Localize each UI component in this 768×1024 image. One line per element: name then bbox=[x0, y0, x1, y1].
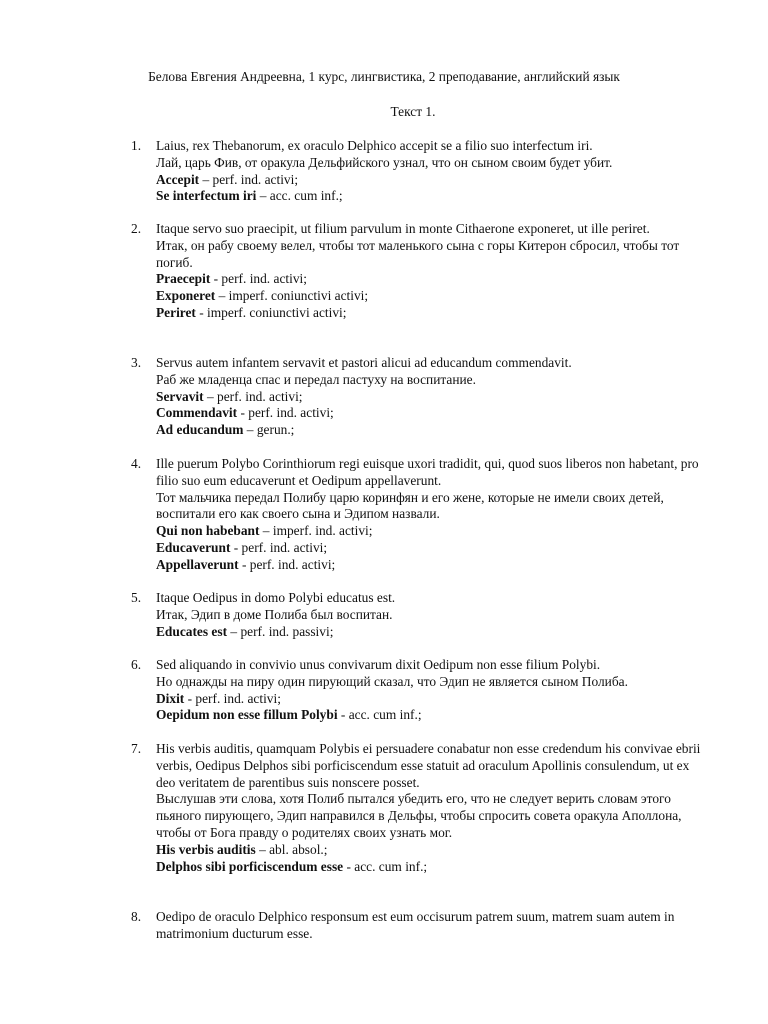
item-number: 5. bbox=[131, 590, 142, 605]
grammar-term: Commendavit bbox=[156, 405, 238, 421]
russian-translation: Лай, царь Фив, от оракула Дельфийского узнал, что он сыном своим будет убит. bbox=[156, 154, 613, 170]
grammar-desc: – gerun.; bbox=[243, 422, 295, 438]
item-number: 3. bbox=[131, 355, 142, 370]
grammar-term: His verbis auditis bbox=[156, 841, 256, 857]
exercise-item-6 bbox=[131, 657, 711, 724]
item-number: 1. bbox=[131, 138, 142, 153]
exercise-item-5 bbox=[131, 590, 711, 640]
grammar-term: Appellaverunt bbox=[156, 556, 239, 572]
grammar-term: Delphos sibi porficiscendum esse bbox=[156, 858, 344, 874]
grammar-term: Periret bbox=[156, 304, 196, 320]
item-number: 4. bbox=[131, 456, 142, 471]
latin-sentence: Ille puerum Polybo Corinthiorum regi euisque uxori tradidit, qui, quod suos liberos non habetant, pro filio suo eum educaverunt et Oedipum appellaverunt. bbox=[156, 456, 699, 488]
grammar-note bbox=[156, 405, 711, 422]
grammar-note bbox=[156, 271, 711, 288]
grammar-term: Oepidum non esse fillum Polybi bbox=[156, 707, 338, 723]
grammar-term: Educaverunt bbox=[156, 539, 231, 555]
grammar-note bbox=[156, 624, 711, 641]
grammar-desc: – perf. ind. passivi; bbox=[227, 623, 334, 639]
russian-translation: Выслушав эти слова, хотя Полиб пытался убедить его, что не следует верить словам этого пьяного пирующего, Эдип направился в Дельфы, чтобы спросить совета оракула Аполлона, чтобы от Бога правду о родителях своих узнать мог. bbox=[156, 791, 682, 840]
latin-sentence: Itaque Oedipus in domo Polybi educatus est. bbox=[156, 590, 396, 605]
exercise-item-4 bbox=[131, 456, 711, 574]
latin-sentence: Oedipo de oraculo Delphico responsum est eum occisurum patrem suum, matrem suam autem in matrimonium ducturum esse. bbox=[156, 909, 675, 941]
latin-sentence: Itaque servo suo praecipit, ut filium parvulum in monte Cithaerone exponeret, ut ille periret. bbox=[156, 221, 650, 236]
grammar-note bbox=[156, 172, 711, 189]
grammar-note bbox=[156, 188, 711, 205]
grammar-desc: - imperf. coniunctivi activi; bbox=[195, 304, 347, 320]
grammar-note bbox=[156, 389, 711, 406]
student-header: Белова Евгения Андреевна, 1 курс, лингвистика, 2 преподавание, английский язык bbox=[148, 69, 620, 84]
russian-translation: Итак, он рабу своему велел, чтобы тот маленького сына с горы Китерон сбросил, чтобы тот погиб. bbox=[156, 237, 680, 270]
grammar-desc: – acc. cum inf.; bbox=[256, 188, 343, 204]
grammar-term: Praecepit bbox=[156, 271, 211, 287]
grammar-note bbox=[156, 288, 711, 305]
grammar-term: Accepit bbox=[156, 171, 200, 187]
text-title: Текст 1. bbox=[390, 104, 436, 119]
russian-translation: Итак, Эдип в доме Полиба был воспитан. bbox=[156, 606, 393, 622]
latin-sentence: Sed aliquando in convivio unus convivarum dixit Oedipum non esse filium Polybi. bbox=[156, 657, 601, 672]
item-number: 2. bbox=[131, 221, 142, 236]
latin-sentence: Laius, rex Thebanorum, ex oraculo Delphico accepit se a filio suo interfectum iri. bbox=[156, 138, 593, 153]
grammar-note bbox=[156, 557, 711, 574]
grammar-desc: – imperf. coniunctivi activi; bbox=[215, 288, 369, 304]
grammar-note bbox=[156, 305, 711, 322]
grammar-term: Se interfectum iri bbox=[156, 188, 257, 204]
exercise-item-1 bbox=[131, 138, 711, 205]
grammar-note bbox=[156, 842, 711, 859]
latin-sentence: His verbis auditis, quamquam Polybis ei persuadere conabatur non esse credendum his convivae ebrii verbis, Oedipus Delphos sibi porficiscendum esse statuit ad oraculum Apollinis consulendum, ut ex deo veritatem de parentibus suis nonscere posset. bbox=[156, 741, 701, 790]
grammar-desc: - perf. ind. activi; bbox=[210, 271, 307, 287]
item-number: 6. bbox=[131, 657, 142, 672]
grammar-note bbox=[156, 691, 711, 708]
grammar-desc: – perf. ind. activi; bbox=[203, 388, 303, 404]
grammar-desc: - acc. cum inf.; bbox=[343, 858, 428, 874]
latin-sentence: Servus autem infantem servavit et pastori alicui ad educandum commendavit. bbox=[156, 355, 572, 370]
grammar-desc: – imperf. ind. activi; bbox=[259, 523, 373, 539]
grammar-desc: – abl. absol.; bbox=[255, 841, 328, 857]
item-number: 8. bbox=[131, 909, 142, 924]
grammar-term: Qui non habebant bbox=[156, 523, 260, 539]
grammar-desc: - perf. ind. activi; bbox=[237, 405, 334, 421]
grammar-note bbox=[156, 707, 711, 724]
grammar-desc: – perf. ind. activi; bbox=[199, 171, 299, 187]
grammar-term: Servavit bbox=[156, 388, 204, 404]
russian-translation: Тот мальчика передал Полибу царю коринфян и его жене, которые не имели своих детей, воспитали его как своего сына и Эдипом назвали. bbox=[156, 489, 664, 522]
grammar-desc: - perf. ind. activi; bbox=[238, 556, 336, 572]
grammar-note bbox=[156, 422, 711, 439]
grammar-desc: - perf. ind. activi; bbox=[230, 539, 328, 555]
exercise-item-8 bbox=[131, 909, 711, 943]
russian-translation: Раб же младенца спас и передал пастуху на воспитание. bbox=[156, 371, 476, 387]
exercise-item-3 bbox=[131, 355, 711, 439]
grammar-term: Ad educandum bbox=[156, 422, 244, 438]
grammar-desc: - perf. ind. activi; bbox=[184, 690, 281, 706]
grammar-note bbox=[156, 859, 711, 876]
grammar-note bbox=[156, 523, 711, 540]
grammar-desc: - acc. cum inf.; bbox=[337, 707, 422, 723]
grammar-term: Dixit bbox=[156, 690, 185, 706]
exercise-item-2 bbox=[131, 221, 711, 322]
grammar-note bbox=[156, 540, 711, 557]
grammar-term: Exponeret bbox=[156, 288, 216, 304]
item-number: 7. bbox=[131, 741, 142, 756]
grammar-term: Educates est bbox=[156, 623, 228, 639]
exercise-item-7 bbox=[131, 741, 711, 875]
russian-translation: Но однажды на пиру один пирующий сказал, что Эдип не является сыном Полиба. bbox=[156, 673, 628, 689]
